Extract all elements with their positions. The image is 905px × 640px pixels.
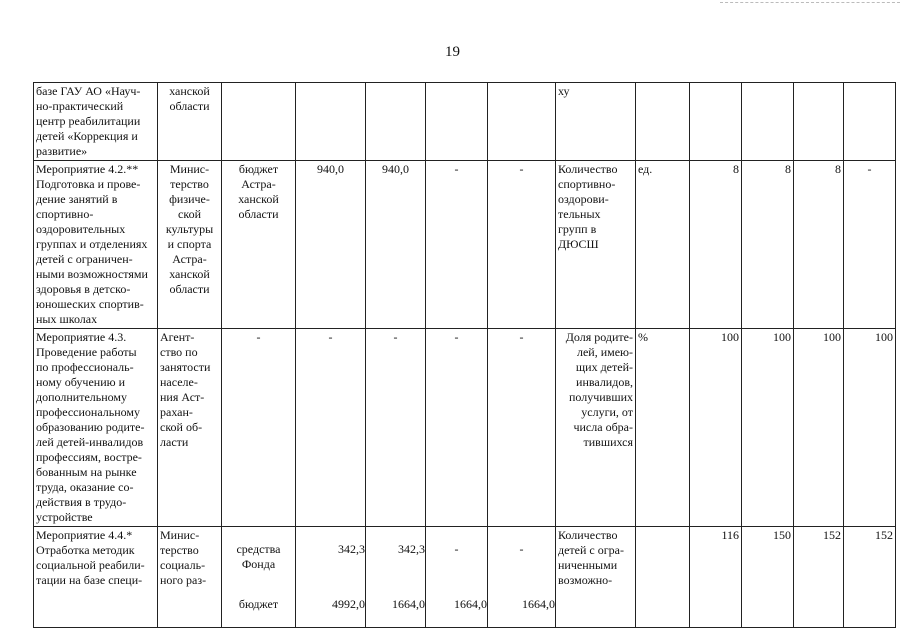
total-cell bbox=[296, 527, 366, 628]
value4-cell: - bbox=[844, 161, 896, 329]
table-row bbox=[34, 527, 896, 628]
measure-cell: Мероприятие 4.4.* Отработка методик социальной реабили- тации на базе специ- bbox=[34, 527, 158, 628]
indicator-cell: Количество детей с огра- ниченными возможно- bbox=[556, 527, 636, 628]
year2-budget: 1664,0 bbox=[454, 597, 487, 611]
unit-cell bbox=[636, 83, 690, 161]
indicator-cell: ху bbox=[556, 83, 636, 161]
year3-fund: - bbox=[519, 542, 524, 556]
year2-cell bbox=[426, 527, 488, 628]
unit-cell bbox=[636, 527, 690, 628]
measure-cell: Мероприятие 4.2.** Подготовка и прове- дение занятий в спортивно- оздоровительных группах и отделениях детей с ограничен- ными возможностями здоровья в детско- юношеских спортив- ных школах bbox=[34, 161, 158, 329]
unit-cell: ед. bbox=[636, 161, 690, 329]
year1-fund: 342,3 bbox=[398, 542, 425, 556]
source-cell: бюджет Астра- ханской области bbox=[222, 161, 296, 329]
year3-cell bbox=[488, 527, 556, 628]
source-cell bbox=[222, 83, 296, 161]
year2-fund: - bbox=[454, 542, 459, 556]
year2-cell bbox=[426, 83, 488, 161]
year3-cell bbox=[488, 83, 556, 161]
value1-cell: 116 bbox=[690, 527, 742, 628]
executor-cell: Минис- терство социаль- ного раз- bbox=[158, 527, 222, 628]
indicator-cell: Доля родите- лей, имею- щих детей- инвалидов, получивших услуги, от числа обра- тившихся bbox=[556, 329, 636, 527]
executor-cell: ханской области bbox=[158, 83, 222, 161]
year1-cell: 940,0 bbox=[366, 161, 426, 329]
measure-cell: Мероприятие 4.3. Проведение работы по профессиональ- ному обучению и дополнительному профессиональному образованию родите- лей детей-инвалидов профессиям, востре- бованным на рынке труда, оказание со- действия в трудо- устройстве bbox=[34, 329, 158, 527]
total-cell: 940,0 bbox=[296, 161, 366, 329]
source-budget: бюджет bbox=[238, 597, 279, 611]
scan-artifact bbox=[720, 2, 900, 3]
year1-cell bbox=[366, 527, 426, 628]
total-cell bbox=[296, 83, 366, 161]
value2-cell bbox=[742, 83, 794, 161]
total-budget: 4992,0 bbox=[332, 597, 365, 611]
source-cell bbox=[222, 527, 296, 628]
year3-cell: - bbox=[488, 161, 556, 329]
value1-cell bbox=[690, 83, 742, 161]
value2-cell: 8 bbox=[742, 161, 794, 329]
year3-budget: 1664,0 bbox=[522, 597, 555, 611]
value2-cell: 150 bbox=[742, 527, 794, 628]
value4-cell bbox=[844, 83, 896, 161]
year1-cell bbox=[366, 83, 426, 161]
source-cell: - bbox=[222, 329, 296, 527]
executor-cell: Агент- ство по занятости населе- ния Аст- рахан- ской об- ласти bbox=[158, 329, 222, 527]
value2-cell: 100 bbox=[742, 329, 794, 527]
executor-cell: Минис- терство физиче- ской культуры и спорта Астра- ханской области bbox=[158, 161, 222, 329]
year2-cell: - bbox=[426, 329, 488, 527]
year1-budget: 1664,0 bbox=[392, 597, 425, 611]
year1-cell: - bbox=[366, 329, 426, 527]
value3-cell: 100 bbox=[794, 329, 844, 527]
table-row bbox=[34, 83, 896, 161]
year2-cell: - bbox=[426, 161, 488, 329]
unit-cell: % bbox=[636, 329, 690, 527]
value3-cell: 152 bbox=[794, 527, 844, 628]
value4-cell: 152 bbox=[844, 527, 896, 628]
source-fund: средства Фонда bbox=[236, 542, 281, 571]
measure-cell: базе ГАУ АО «Науч- но-практический центр реабилитации детей «Коррекция и развитие» bbox=[34, 83, 158, 161]
program-measures-table bbox=[33, 82, 896, 628]
value1-cell: 100 bbox=[690, 329, 742, 527]
value3-cell: 8 bbox=[794, 161, 844, 329]
table-row bbox=[34, 329, 896, 527]
value4-cell: 100 bbox=[844, 329, 896, 527]
value3-cell bbox=[794, 83, 844, 161]
total-fund: 342,3 bbox=[338, 542, 365, 556]
table-row bbox=[34, 161, 896, 329]
indicator-cell: Количество спортивно- оздорови- тельных групп в ДЮСШ bbox=[556, 161, 636, 329]
total-cell: - bbox=[296, 329, 366, 527]
value1-cell: 8 bbox=[690, 161, 742, 329]
page-number: 19 bbox=[445, 44, 460, 60]
year3-cell: - bbox=[488, 329, 556, 527]
